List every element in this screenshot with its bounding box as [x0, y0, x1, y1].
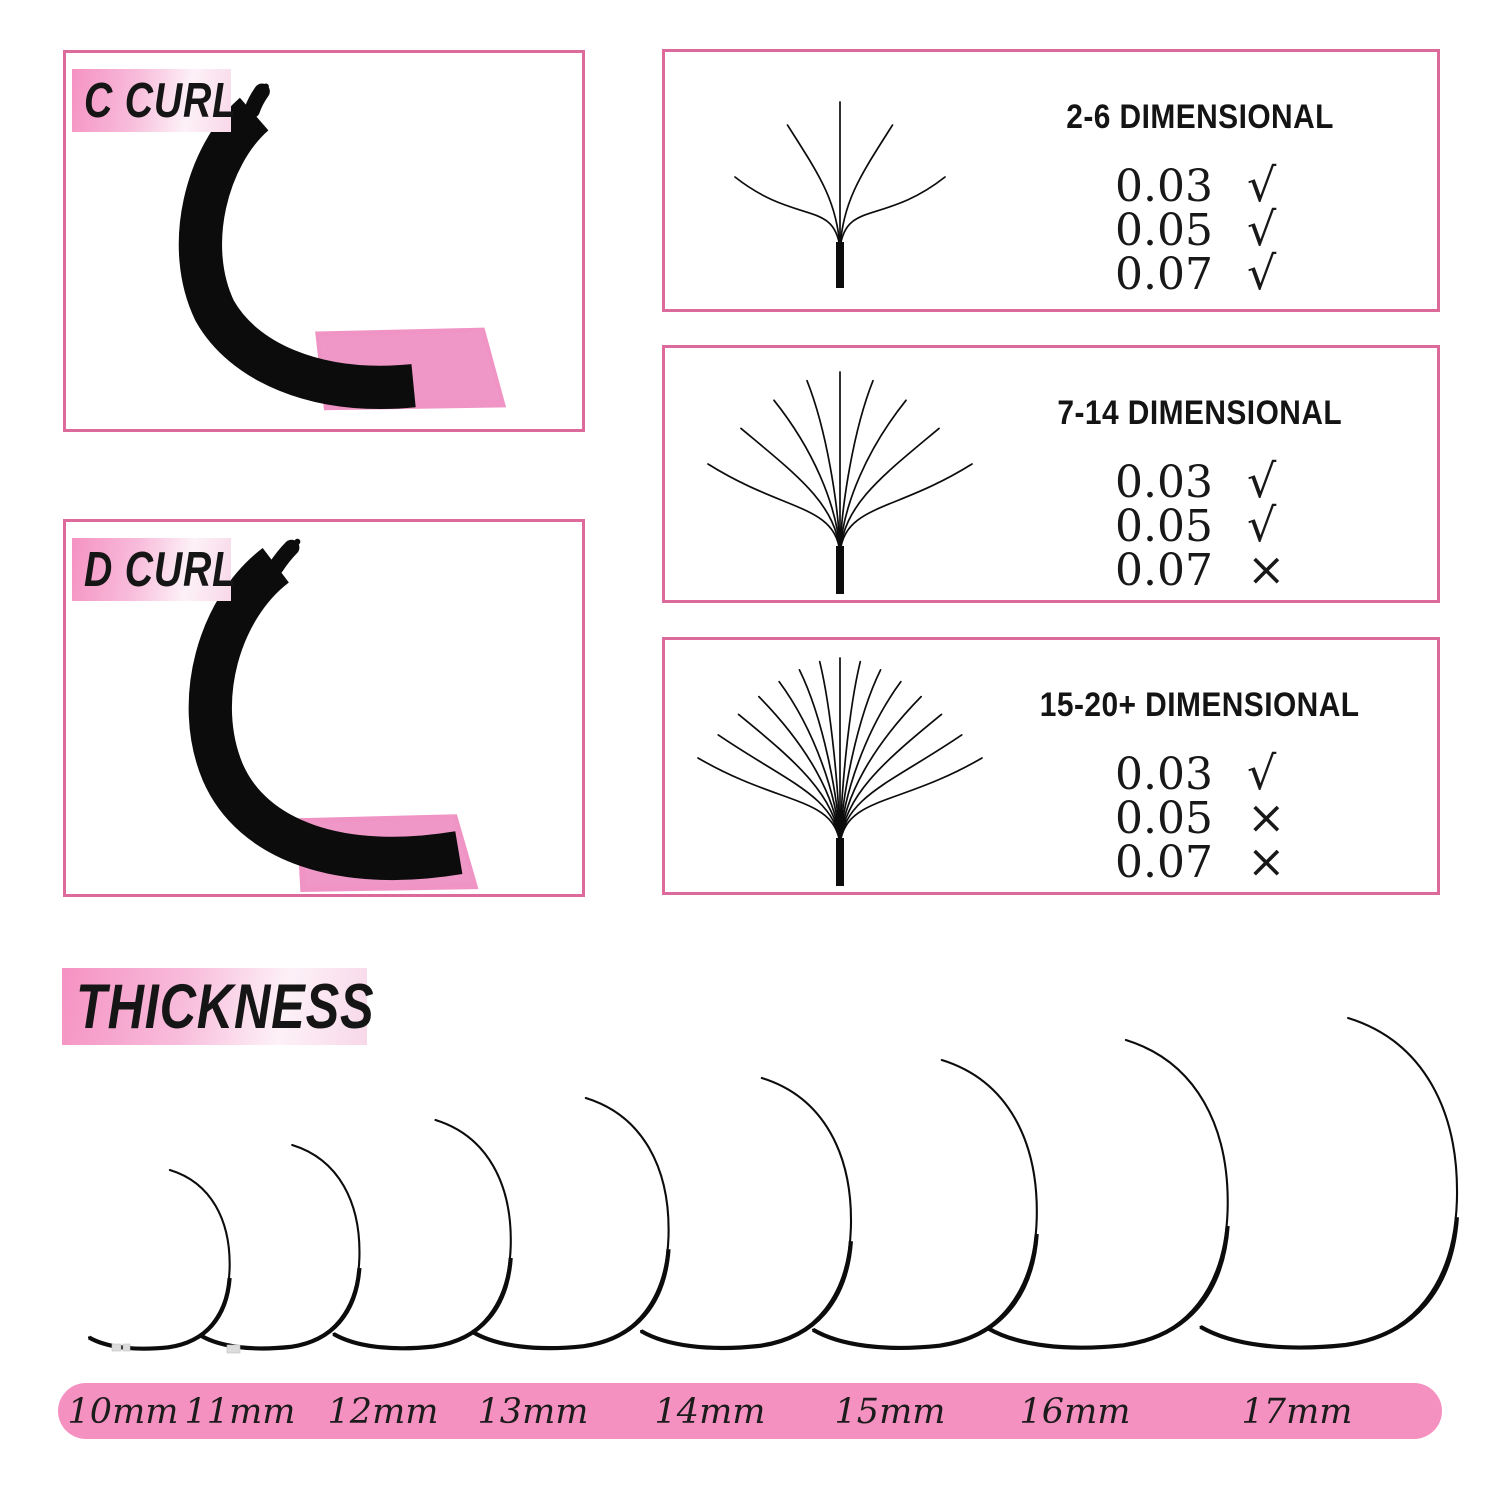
cross-mark: × [1247, 542, 1286, 596]
dimensional-title: 2-6 DIMENSIONAL [1066, 98, 1334, 136]
check-mark: √ [1247, 202, 1277, 256]
size-label-11mm: 11mm [184, 1392, 296, 1432]
thickness-row: 0.03 √ [1005, 749, 1395, 793]
cross-mark: × [1247, 834, 1286, 888]
thickness-row: 0.07 √ [1005, 249, 1395, 293]
thickness-row: 0.05 √ [1005, 501, 1395, 545]
size-label-10mm: 10mm [67, 1392, 179, 1432]
thickness-row: 0.07 × [1005, 545, 1395, 589]
cross-mark: × [1247, 790, 1286, 844]
thickness-row: 0.03 √ [1005, 457, 1395, 501]
check-mark: √ [1247, 454, 1277, 508]
size-label-17mm: 17mm [1241, 1392, 1353, 1432]
thickness-row: 0.05 × [1005, 793, 1395, 837]
dimensional-title: 7-14 DIMENSIONAL [1057, 394, 1343, 432]
size-label-14mm: 14mm [654, 1392, 766, 1432]
dimensional-title: 15-20+ DIMENSIONAL [1040, 686, 1360, 724]
thickness-row: 0.07 × [1005, 837, 1395, 881]
thickness-row: 0.03 √ [1005, 161, 1395, 205]
check-mark: √ [1247, 246, 1277, 300]
d-curl-label: D CURL [84, 542, 237, 597]
check-mark: √ [1247, 746, 1277, 800]
check-mark: √ [1247, 158, 1277, 212]
size-label-16mm: 16mm [1019, 1392, 1131, 1432]
size-label-12mm: 12mm [327, 1392, 439, 1432]
size-label-15mm: 15mm [834, 1392, 946, 1432]
c-curl-label: C CURL [84, 73, 237, 128]
thickness-label: THICKNESS [76, 971, 375, 1042]
check-mark: √ [1247, 498, 1277, 552]
size-label-13mm: 13mm [477, 1392, 589, 1432]
thickness-row: 0.05 √ [1005, 205, 1395, 249]
